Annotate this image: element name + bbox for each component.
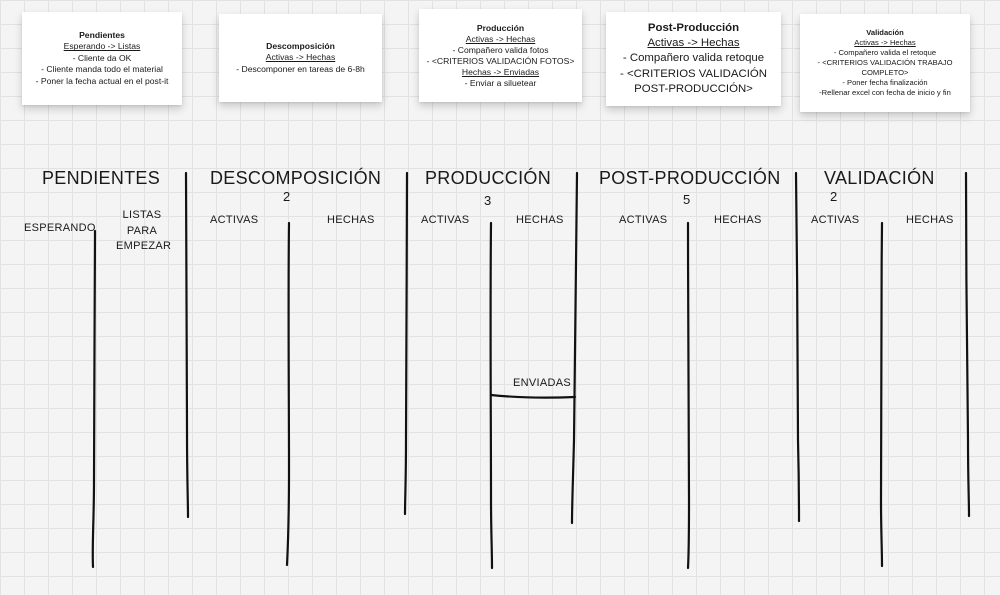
note-transition: Activas -> Hechas [265,52,336,63]
subcolumn-label-hechas: HECHAS [327,214,375,226]
note-line: - <CRITERIOS VALIDACIÓN [620,67,767,80]
note-title: Validación [866,28,904,38]
column-title-postproduccion: POST-PRODUCCIÓN [599,168,781,188]
divider-line [688,223,689,568]
divider-line [93,231,95,567]
column-title-validacion: VALIDACIÓN [824,168,935,188]
note-line: - Poner fecha finalización [842,77,928,87]
divider-line [881,223,882,566]
note-title: Pendientes [79,30,125,41]
note-transition: Activas -> Hechas [647,36,740,49]
subcolumn-label-hechas: HECHAS [516,214,564,226]
subcolumn-label-activas: ACTIVAS [210,214,259,226]
note-line: - Compañero valida fotos [452,44,549,55]
subcolumn-label-hechas: HECHAS [906,214,954,226]
note-line: -Rellenar excel con fecha de inicio y fin [819,87,951,97]
note-line: POST-PRODUCCIÓN> [634,83,753,96]
column-title-pendientes: PENDIENTES [42,168,161,188]
subcolumn-label-activas: ACTIVAS [811,214,860,226]
divider-line [572,173,577,523]
note-title: Producción [476,22,525,33]
note-line: - Compañero valida el retoque [833,48,937,58]
column-title-descomposicion: DESCOMPOSICIÓN [210,168,382,188]
wip-limit-postproduccion: 5 [683,192,691,207]
wip-limit-produccion: 3 [484,193,492,208]
note-transition: Activas -> Hechas [854,38,916,48]
divider-line [186,173,188,517]
note-transition: Hechas -> Enviadas [461,66,540,77]
subcolumn-label-activas: ACTIVAS [421,214,470,226]
subcolumn-label-listas: LISTAS PARA EMPEZAR [116,209,172,253]
note-line: - Cliente manda todo el material [41,64,163,75]
divider-line [287,223,289,565]
subcolumn-label-esperando: ESPERANDO [24,222,96,234]
note-line: - <CRITERIOS VALIDACIÓN FOTOS> [426,55,575,66]
subcolumn-label-hechas: HECHAS [714,214,762,226]
column-title-produccion: PRODUCCIÓN [425,168,552,188]
note-line: - Compañero valida retoque [622,52,765,65]
note-line: - Poner la fecha actual en el post-it [35,75,169,86]
wip-limit-descomposicion: 2 [283,189,291,204]
note-line: - Cliente da OK [72,52,132,63]
note-title: Descomposición [266,40,335,51]
subcolumn-label-activas: ACTIVAS [619,214,668,226]
note-line: - <CRITERIOS VALIDACIÓN TRABAJO COMPLETO> [817,58,953,77]
note-transition: Activas -> Hechas [465,33,536,44]
divider-line [966,173,969,516]
wip-limit-validacion: 2 [830,189,838,204]
note-title: Post-Producción [647,21,740,34]
note-transition: Esperando -> Listas [63,41,141,52]
note-line: - Enviar a siluetear [464,77,537,88]
divider-line [491,395,575,398]
divider-line [796,173,799,521]
divider-line [405,173,407,514]
subcolumn-label-enviadas: ENVIADAS [513,377,572,389]
note-line: - Descomponer en tareas de 6-8h [236,63,365,74]
